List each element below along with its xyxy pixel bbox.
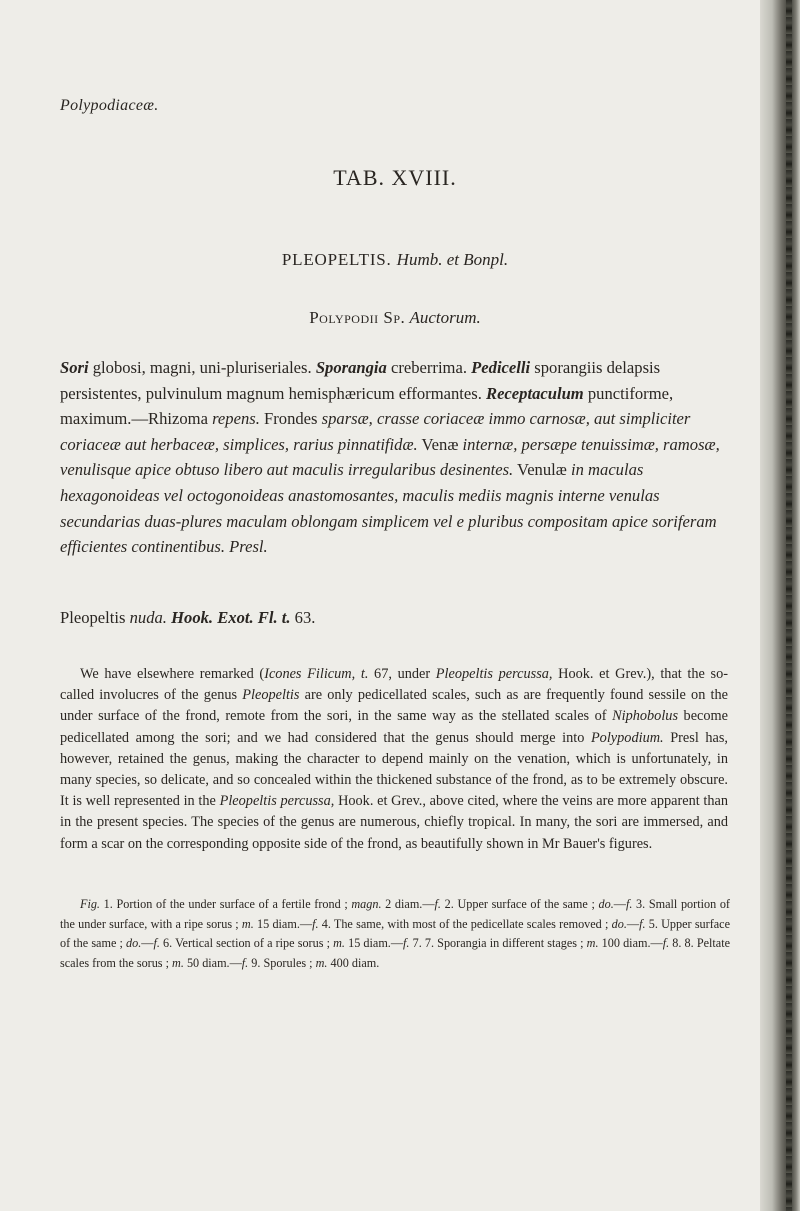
diagnosis-italic: repens. [212, 409, 260, 429]
caption-italic: do. [598, 897, 614, 911]
caption-italic: f. [403, 936, 410, 950]
caption-text: 6. Vertical section of a ripe sorus ; [159, 936, 334, 950]
caption-italic: m. [315, 955, 328, 970]
discussion-text: We have elsewhere remarked ( [80, 666, 265, 682]
caption-text: 100 diam.— [598, 936, 663, 950]
species-plate: 63. [294, 608, 316, 627]
diagnosis-text: globosi, magni, uni-pluriseriales. [88, 358, 316, 377]
genus-diagnosis [60, 355, 728, 560]
caption-italic: m. [333, 936, 345, 950]
caption-italic: f. [625, 897, 633, 911]
caption-italic: magn. [351, 897, 382, 911]
caption-text: 3. Small portion of the under surface, with a ripe sorus ; [60, 897, 730, 931]
diagnosis-text: Venulæ [513, 460, 571, 480]
synonym-name: Polypodii Sp. [309, 308, 406, 327]
discussion-italic: Polypodium. [590, 729, 664, 746]
discussion [60, 664, 728, 855]
discussion-text: are only pedicellated scales, such as are frequently found sessile on the under surface of the frond, remote from the sori, in the same way as the stellated scales of [60, 687, 728, 725]
plate-title: TAB. XVIII. [333, 165, 457, 190]
diagnosis-italic: sparsæ, crasse coriaceæ immo carnosæ, aut simpliciter coriaceæ aut herbaceæ, simplices, rarius pinnatifidæ. [60, 409, 691, 454]
synonym-authority: Auctorum. [409, 308, 481, 327]
discussion-text: Hook. et Grev., above cited, where the veins are more apparent than in the present species. The species of the genus are numerous, chiefly tropical. In many, the sori are immersed, and form a scar on the corresponding opposite side of the frond, as beautifully shown in Mr Bauer's figures. [60, 793, 729, 852]
caption-text: — [141, 936, 154, 950]
caption-italic: do. [126, 936, 142, 950]
discussion-italic: Pleopeltis [242, 687, 300, 704]
caption-text: 9. Sporules ; [248, 955, 316, 970]
caption-text: — [626, 916, 640, 931]
caption-italic: Fig. [80, 897, 100, 911]
diagnosis-term: Pedicelli [471, 358, 531, 377]
diagnosis-text: Frondes [259, 409, 322, 429]
species-epithet: nuda. [129, 608, 167, 627]
diagnosis-term: Sporangia [315, 358, 387, 377]
discussion-italic: Niphobolus [612, 708, 679, 725]
diagnosis-text: punctiforme, maximum.—Rhizoma [60, 383, 674, 429]
diagnosis-text: sporangiis delapsis persistentes, pulvinulum magnum hemisphæricum efformantes. [60, 358, 661, 403]
figure-caption-paragraph [60, 895, 730, 973]
species-genus: Pleopeltis [60, 608, 126, 627]
caption-text: — [613, 897, 626, 911]
caption-italic: f. [153, 936, 160, 950]
discussion-text: Hook. et Grev.), that the so-called involucres of the genus [60, 666, 729, 704]
genus-name: PLEOPELTIS. [281, 250, 392, 269]
diagnosis-term: Sori [60, 358, 89, 377]
discussion-text: 67, under [368, 666, 436, 682]
caption-text: 15 diam.— [344, 936, 404, 950]
diagnosis-text: Venæ [417, 434, 463, 454]
caption-text: 7. 7. Sporangia in different stages ; [409, 936, 587, 950]
genus-heading [0, 250, 790, 270]
discussion-text: become pedicellated among the sori; and we had considered that the genus should merge into [60, 708, 728, 746]
running-head: Polypodiaceæ. [60, 97, 159, 114]
diagnosis-text: creberrima. [386, 358, 472, 377]
binding-shadow [786, 0, 792, 1211]
caption-text: 5. Upper surface of the same ; [60, 916, 730, 950]
synonym-heading [0, 308, 790, 328]
discussion-italic: Pleopeltis percussa, [435, 666, 553, 682]
caption-text: 1. Portion of the under surface of a fertile frond ; [99, 897, 352, 911]
caption-text: 50 diam.— [183, 955, 242, 970]
diagnosis-term: Receptaculum [486, 383, 584, 403]
genus-authority: Humb. et Bonpl. [396, 250, 509, 269]
discussion-italic: Icones Filicum, t. [264, 666, 369, 682]
figure-captions [60, 895, 730, 973]
species-reference: Hook. Exot. Fl. t. [171, 608, 291, 627]
discussion-text: Presl has, however, retained the genus, making the character to depend mainly on the venation, which is unfortunately, in many species, so delicate, and so concealed within the thickened substance of the frond, as to be extremely obscure. It is well represented in the [60, 729, 729, 810]
caption-italic: f. [662, 936, 670, 950]
discussion-paragraph [60, 664, 728, 855]
caption-italic: m. [241, 916, 254, 931]
book-binding-edge [760, 0, 800, 1211]
caption-text: 8. 8. Peltate scales from the sorus ; [60, 936, 730, 970]
diagnosis-italic: in maculas hexagonoideas vel octogonoideas anastomosantes, maculis mediis magnis interne venulas secundarias duas-plures maculam oblongam simplicem vel e pluribus compositam apice soriferam efficientes continentibus. Presl. [60, 460, 717, 557]
diagnosis-italic: internæ, persæpe tenuissimæ, ramosæ, venulisque apice obtuso libero aut maculis irregularibus desinentes. [60, 434, 720, 480]
caption-italic: m. [586, 936, 599, 950]
caption-text: 4. The same, with most of the pedicellate scales removed ; [318, 916, 612, 931]
caption-italic: f. [434, 897, 441, 911]
diagnosis-paragraph [60, 355, 728, 560]
caption-italic: f. [639, 916, 646, 931]
caption-text: 15 diam.— [253, 916, 313, 931]
caption-text: 2. Upper surface of the same ; [440, 897, 599, 911]
species-heading [60, 608, 728, 628]
caption-text: 400 diam. [327, 955, 380, 970]
discussion-italic: Pleopeltis percussa, [219, 793, 335, 810]
caption-italic: m. [172, 955, 184, 970]
caption-italic: do. [611, 916, 627, 931]
caption-italic: f. [241, 955, 249, 970]
caption-italic: f. [312, 916, 319, 931]
caption-text: 2 diam.— [381, 897, 435, 911]
